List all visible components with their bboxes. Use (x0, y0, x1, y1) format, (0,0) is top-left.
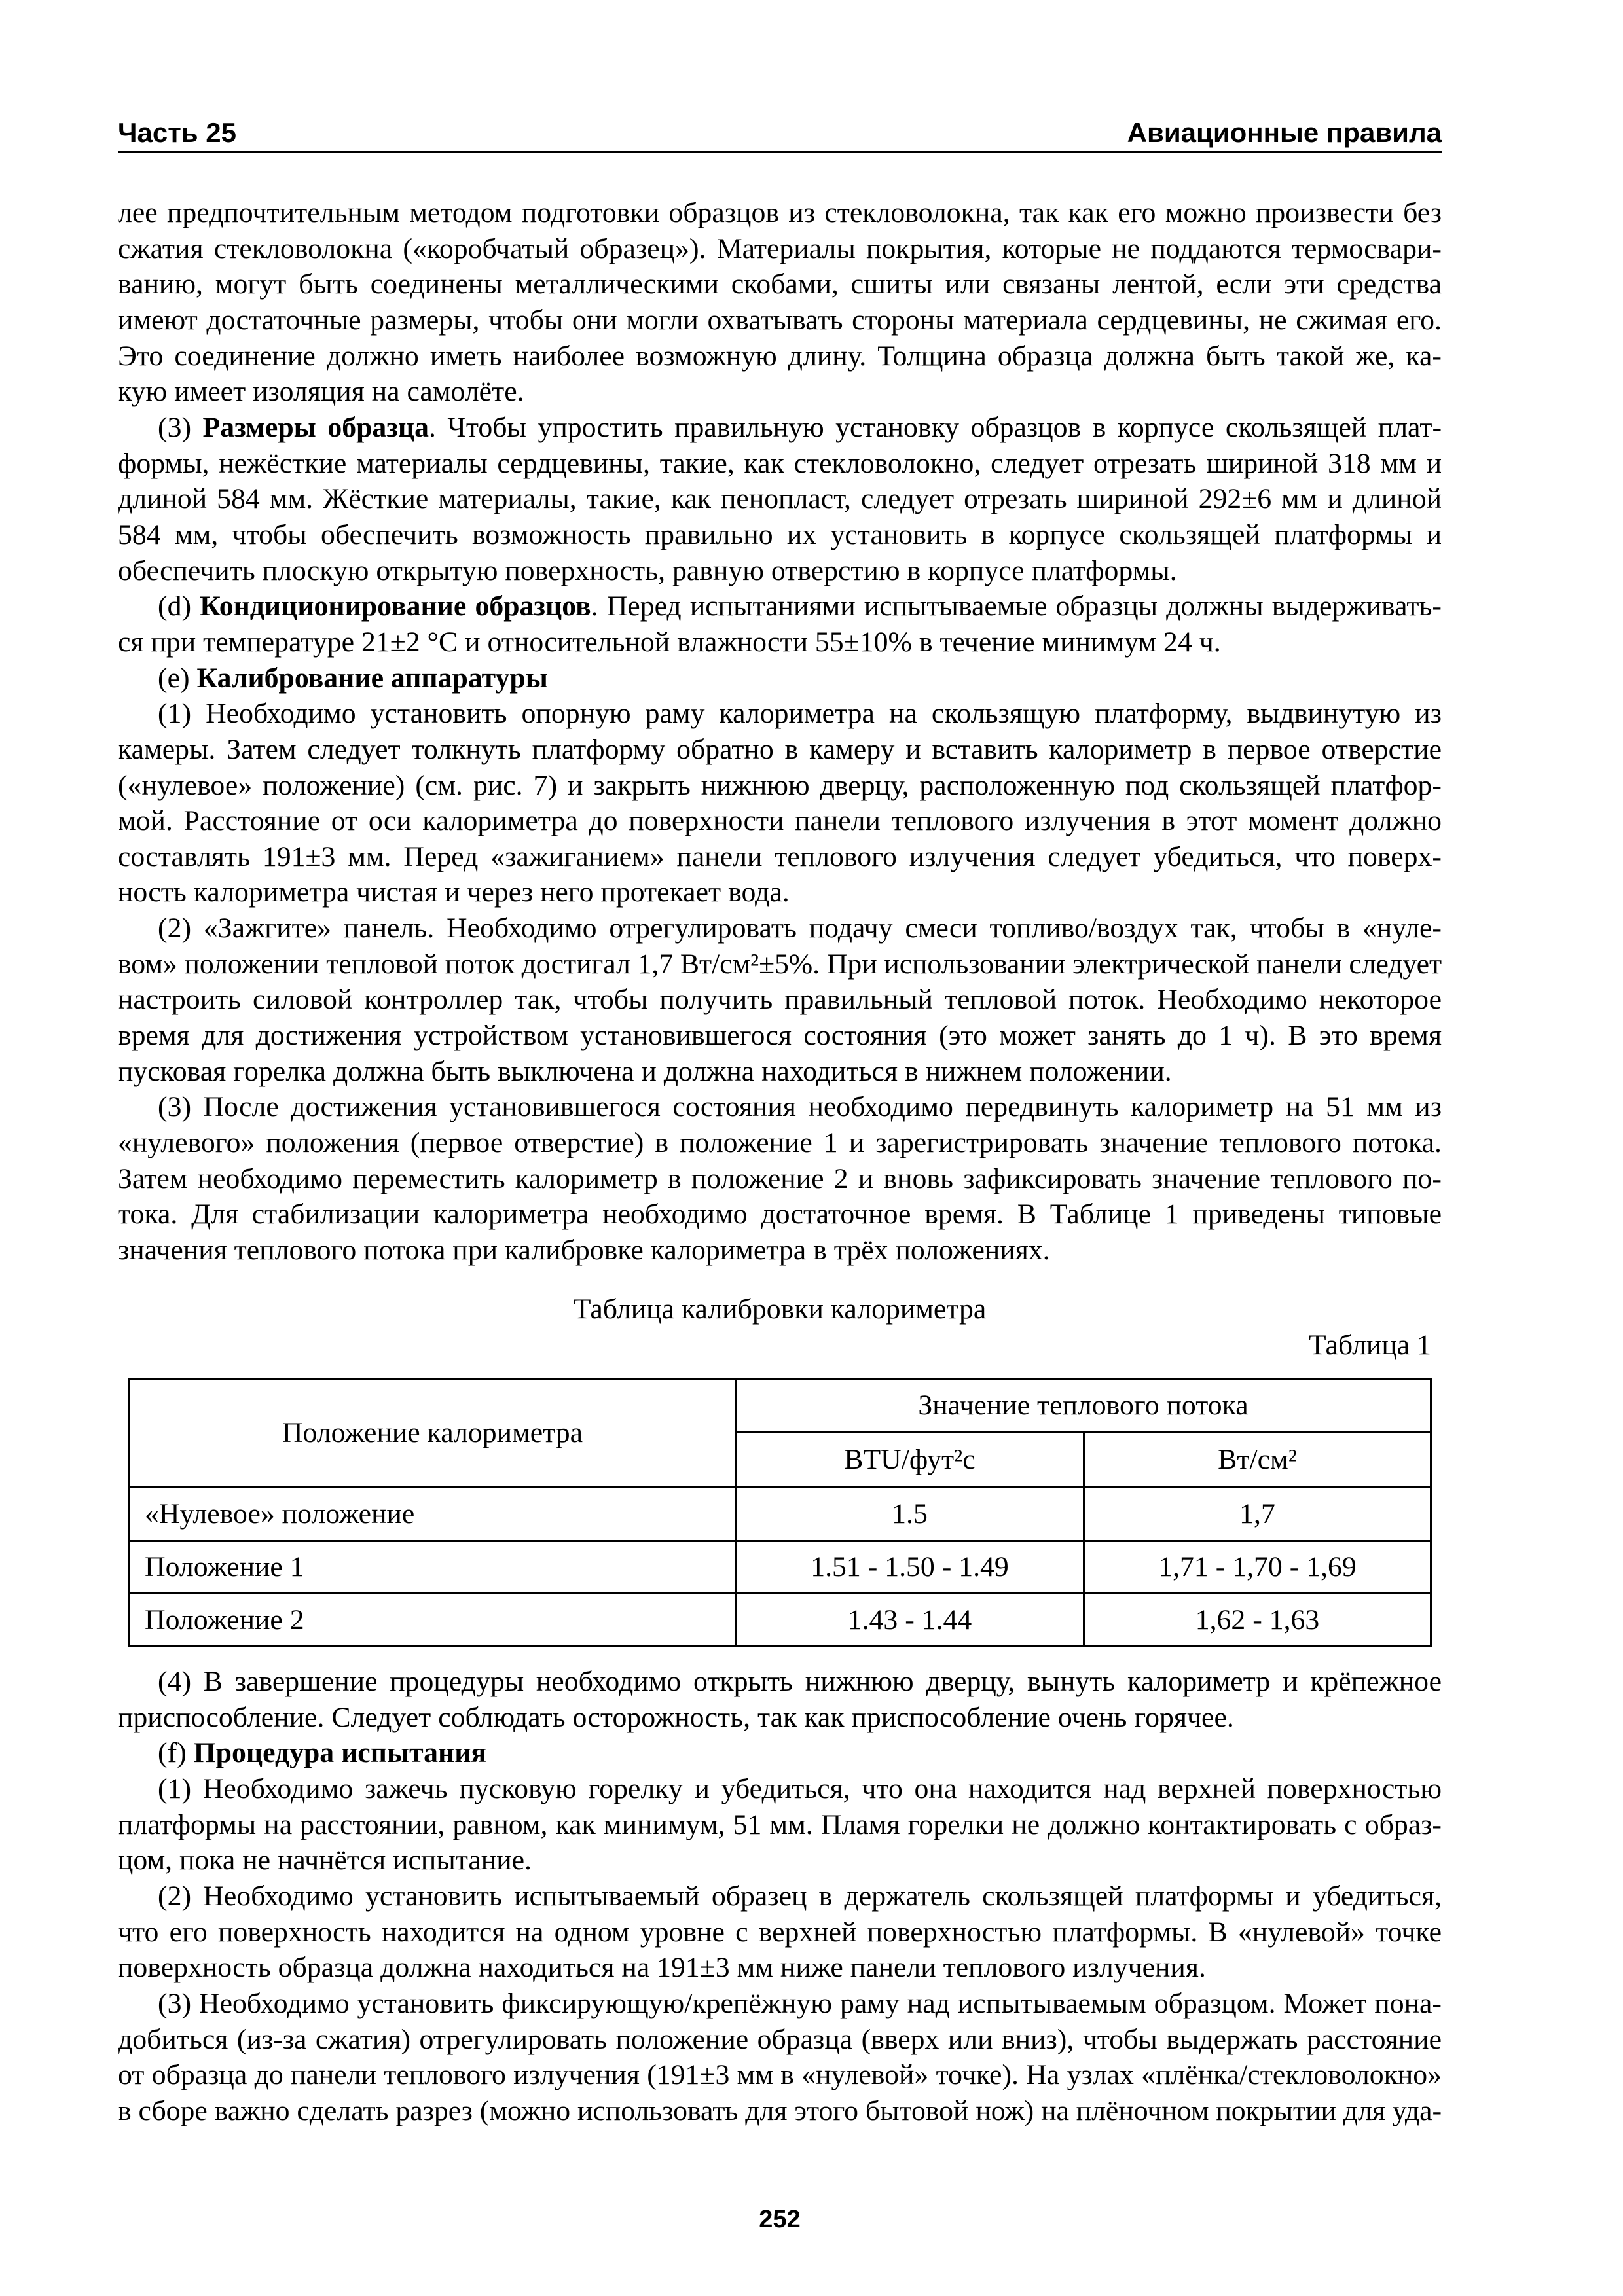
text-line: (3) Необходимо установить фиксирующую/крепёжную раму над испытываемым образцом. Может пона- (158, 1987, 1442, 2019)
text-line (118, 1735, 1442, 1771)
paragraph-specimen-size (118, 410, 1442, 588)
page-number: 252 (759, 2206, 801, 2233)
text-line: значения теплового потока при калибровке калориметра в трёх положениях. (118, 1234, 1050, 1266)
text-run: . Чтобы упростить правильную установку образцов в корпусе скользящей плат- (428, 411, 1442, 443)
paragraph-calibration-4 (118, 1664, 1442, 1735)
text-line: обеспечить плоскую открытую поверхность, равную отверстию в корпусе платформы. (118, 554, 1177, 586)
cell-wt: 1,71 - 1,70 - 1,69 (1084, 1541, 1431, 1594)
text-line: время для достижения устройством установившегося состояния (это может занять до 1 ч). В это время (118, 1020, 1442, 1052)
paragraph-calibration-3 (118, 1089, 1442, 1268)
text-line (118, 410, 1442, 446)
cell-btu: 1.43 - 1.44 (736, 1594, 1084, 1647)
text-line (118, 660, 1442, 696)
text-line: лее предпочтительным методом подготовки образцов из стекловолокна, так как его можно произвести без (118, 197, 1442, 228)
text-line: ся при температуре 21±2 °С и относительной влажности 55±10% в течение минимум 24 ч. (118, 626, 1221, 658)
text-line: Затем необходимо переместить калориметр в положение 2 и вновь зафиксировать значение теплового по- (118, 1162, 1442, 1194)
paragraph-procedure-2 (118, 1878, 1442, 1986)
cell-btu: 1.51 - 1.50 - 1.49 (736, 1541, 1084, 1594)
text-line: добиться (из-за сжатия) отрегулировать положение образца (вверх или вниз), чтобы выдержать расстояние (118, 2023, 1442, 2055)
paragraph-test-procedure-heading (118, 1735, 1442, 1771)
cell-wt: 1,7 (1084, 1487, 1431, 1541)
calibration-table (128, 1378, 1432, 1647)
text-line: камеры. Затем следует толкнуть платформу обратно в камеру и вставить калориметр в первое отверстие (118, 733, 1442, 765)
paragraph-calibration-2 (118, 910, 1442, 1089)
paragraph-procedure-1 (118, 1771, 1442, 1878)
paragraph-conditioning (118, 588, 1442, 660)
text-line: «нулевого» положения (первое отверстие) в положение 1 и зарегистрировать значение теплового потока. (118, 1127, 1442, 1159)
section-heading: Размеры образца (202, 411, 429, 443)
text-line: (1) Необходимо зажечь пусковую горелку и убедиться, что она находится над верхней поверхностью (158, 1772, 1442, 1804)
section-heading: Калибрование аппаратуры (196, 662, 548, 694)
cell-position: «Нулевое» положение (130, 1487, 736, 1541)
text-line: (2) «Зажгите» панель. Необходимо отрегулировать подачу смеси топливо/воздух так, чтобы в «нуле- (158, 912, 1442, 944)
item-number: (f) (158, 1737, 194, 1769)
text-line: вом» положении тепловой поток достигал 1,7 Вт/см²±5%. При использовании электрической панели следует (118, 948, 1442, 980)
cell-position: Положение 2 (130, 1594, 736, 1647)
section-heading: Процедура испытания (193, 1737, 487, 1769)
text-line: 584 мм, чтобы обеспечить возможность правильно их установить в корпусе скользящей платформы и (118, 518, 1442, 550)
text-line: («нулевое» положение) (см. рис. 7) и закрыть нижнюю дверцу, расположенную под скользящей платфор- (118, 769, 1442, 801)
header-title: Авиационные правила (1127, 117, 1442, 148)
text-line: сжатия стекловолокна («коробчатый образец»). Материалы покрытия, которые не поддаются термосвари- (118, 232, 1442, 264)
cell-position: Положение 1 (130, 1541, 736, 1594)
running-header (118, 117, 1442, 149)
text-line: что его поверхность находится на одном уровне с верхней поверхностью платформы. В «нулевой» точке (118, 1916, 1442, 1948)
text-block-upper (118, 195, 1442, 1268)
table-number: Таблица 1 (1308, 1329, 1431, 1361)
header-part: Часть 25 (118, 117, 237, 148)
item-number: (3) (158, 411, 203, 443)
paragraph-calibration-heading (118, 660, 1442, 696)
table-row (130, 1541, 1431, 1594)
text-line: (2) Необходимо установить испытываемый образец в держатель скользящей платформы и убедиться, (158, 1880, 1442, 1912)
paragraph-continuation (118, 195, 1442, 410)
text-line: (1) Необходимо установить опорную раму калориметра на скользящую платформу, выдвинутую из (158, 698, 1442, 730)
column-header-wt: Вт/см² (1084, 1433, 1431, 1487)
text-line: (3) После достижения установившегося состояния необходимо передвинуть калориметр на 51 мм из (158, 1091, 1442, 1123)
text-line: составлять 191±3 мм. Перед «зажиганием» панели теплового излучения следует убедиться, что поверх- (118, 840, 1442, 872)
text-line: имеют достаточные размеры, чтобы они могли охватывать стороны материала сердцевины, не сжимая его. (118, 304, 1442, 336)
column-header-heat-flux: Значение теплового потока (736, 1379, 1431, 1433)
text-line: от образца до панели теплового излучения (191±3 мм в «нулевой» точке). На узлах «плёнка/стекловолокно» (118, 2059, 1442, 2091)
table-row (130, 1487, 1431, 1541)
text-line: ность калориметра чистая и через него протекает вода. (118, 876, 790, 908)
header-rule (118, 151, 1442, 153)
item-number: (e) (158, 662, 197, 694)
cell-btu: 1.5 (736, 1487, 1084, 1541)
paragraph-procedure-3 (118, 1986, 1442, 2129)
text-line: длиной 584 мм. Жёсткие материалы, такие, как пенопласт, следует отрезать шириной 292±6 мм и длиной (118, 483, 1442, 515)
table-header-row (130, 1379, 1431, 1433)
text-line (118, 588, 1442, 624)
section-heading: Кондиционирование образцов (200, 590, 591, 622)
text-line: ванию, могут быть соединены металлическими скобами, сшиты или связаны лентой, если эти средства (118, 268, 1442, 300)
text-line: в сборе важно сделать разрез (можно использовать для этого бытовой нож) на плёночном покрытии для уда- (118, 2094, 1442, 2126)
table-row (130, 1594, 1431, 1647)
table-caption: Таблица калибровки калориметра (573, 1293, 987, 1325)
text-line: тока. Для стабилизации калориметра необходимо достаточное время. В Таблице 1 приведены типовые (118, 1198, 1442, 1230)
column-header-btu: BTU/фут²с (736, 1433, 1084, 1487)
text-line: кую имеет изоляция на самолёте. (118, 376, 524, 408)
text-line: поверхность образца должна находиться на 191±3 мм ниже панели теплового излучения. (118, 1952, 1206, 1984)
text-line: платформы на расстоянии, равном, как минимум, 51 мм. Пламя горелки не должно контактировать с образ- (118, 1808, 1442, 1840)
text-line: цом, пока не начнётся испытание. (118, 1844, 532, 1876)
column-header-position: Положение калориметра (130, 1379, 736, 1487)
text-line: мой. Расстояние от оси калориметра до поверхности панели теплового излучения в этот момент должно (118, 805, 1442, 837)
cell-wt: 1,62 - 1,63 (1084, 1594, 1431, 1647)
text-line: пусковая горелка должна быть выключена и должна находиться в нижнем положении. (118, 1055, 1172, 1087)
text-line: приспособление. Следует соблюдать осторожность, так как приспособление очень горячее. (118, 1701, 1234, 1733)
text-line: настроить силовой контроллер так, чтобы получить правильный тепловой поток. Необходимо некоторое (118, 984, 1442, 1016)
text-block-lower (118, 1664, 1442, 2129)
item-number: (d) (158, 590, 200, 622)
paragraph-calibration-1 (118, 696, 1442, 910)
text-line: Это соединение должно иметь наиболее возможную длину. Толщина образца должна быть такой же, ка- (118, 340, 1442, 372)
text-line: (4) В завершение процедуры необходимо открыть нижнюю дверцу, вынуть калориметр и крёпежное (158, 1666, 1442, 1697)
text-run: . Перед испытаниями испытываемые образцы должны выдерживать- (591, 590, 1442, 622)
text-line: формы, нежёсткие материалы сердцевины, такие, как стекловолокно, следует отрезать шириной 318 мм и (118, 447, 1442, 479)
